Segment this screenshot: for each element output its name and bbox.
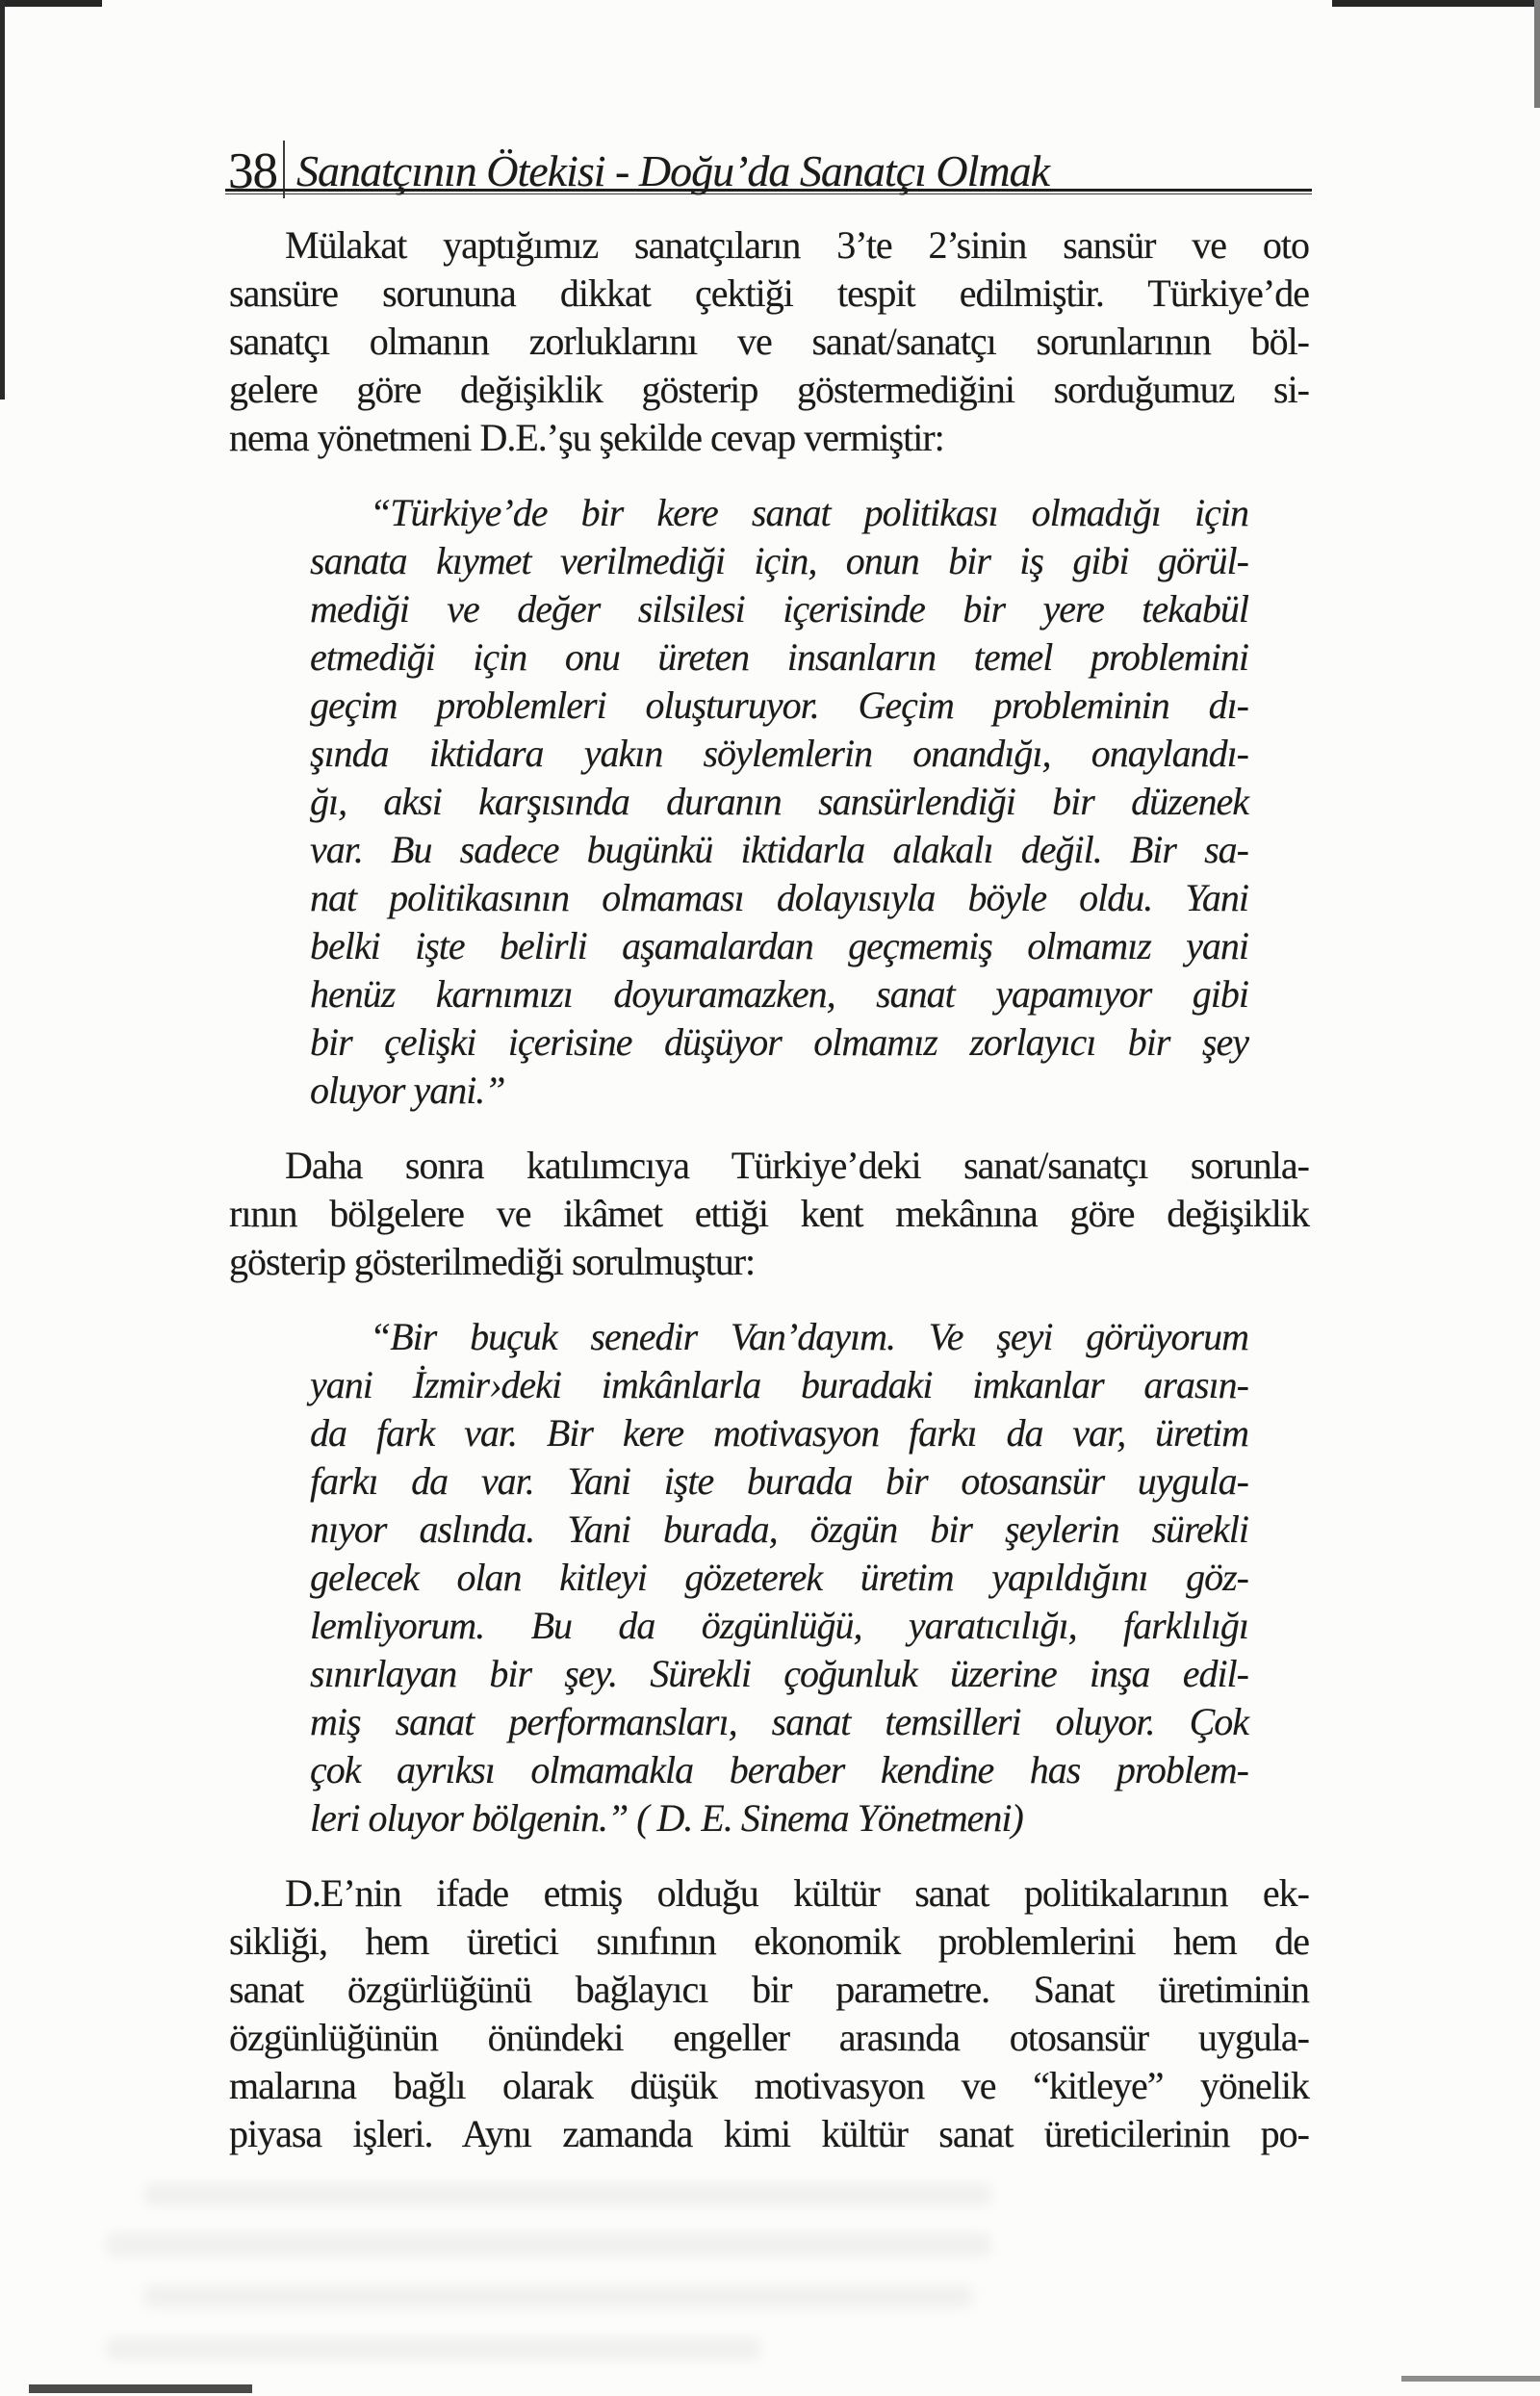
text-line: miş sanat performansları, sanat temsilleri oluyor. Çok [310,1700,1248,1743]
text-line: sikliği, hem üretici sınıfının ekonomik problemlerini hem de [229,1919,1309,1963]
text-line: bir çelişki içerisine düşüyor olmamız zorlayıcı bir şey [310,1020,1248,1064]
text-line: farkı da var. Yani işte burada bir otosansür uygula- [310,1459,1248,1503]
text-line: piyasa işleri. Aynı zamanda kimi kültür sanat üreticilerinin po- [229,2112,1309,2155]
scan-artifact-top-left-edge [0,0,102,7]
text-line: gelecek olan kitleyi gözeterek üretim yapıldığını göz- [310,1556,1248,1599]
text-line: belki işte belirli aşamalardan geçmemiş olmamız yani [310,924,1248,967]
paragraph [229,1142,1309,1286]
text-line: da fark var. Bir kere motivasyon farkı da var, üretim [310,1411,1248,1455]
text-line: “Bir buçuk senedir Van’dayım. Ve şeyi görüyorum [370,1315,1248,1358]
scan-artifact-left-edge [0,0,5,399]
text-line: özgünlüğünün önündeki engeller arasında otosansür uygula- [229,2016,1309,2059]
quote-block [310,1313,1248,1842]
text-line: sansüre sorununa dikkat çektiği tespit edilmiştir. Türkiye’de [229,271,1309,315]
scan-artifact-top-right-edge [1332,0,1540,7]
page-body [229,221,1309,2158]
text-line: var. Bu sadece bugünkü iktidarla alakalı değil. Bir sa- [310,828,1248,871]
text-line: D.E’nin ifade etmiş olduğu kültür sanat politikalarının ek- [285,1871,1309,1915]
paragraph [229,1869,1309,2158]
text-line: sanat özgürlüğünü bağlayıcı bir parametre. Sanat üretiminin [229,1968,1309,2011]
text-line: Mülakat yaptığımız sanatçıların 3’te 2’sinin sansür ve oto [285,223,1309,267]
text-line: oluyor yani.” [310,1069,505,1112]
text-line: gösterip gösterilmediği sorulmuştur: [229,1240,756,1283]
text-line: leri oluyor bölgenin.” ( D. E. Sinema Yönetmeni) [310,1796,1023,1840]
text-line: nıyor aslında. Yani burada, özgün bir şeylerin sürekli [310,1507,1248,1551]
text-line: nat politikasının olmaması dolayısıyla böyle oldu. Yani [310,876,1248,919]
text-line: “Türkiye’de bir kere sanat politikası olmadığı için [370,491,1248,534]
text-line: sanatçı olmanın zorluklarını ve sanat/sanatçı sorunlarının böl- [229,320,1309,363]
text-line: ğı, aksi karşısında duranın sansürlendiği bir düzenek [310,780,1248,823]
text-line: nema yönetmeni D.E.’şu şekilde cevap vermiştir: [229,416,944,459]
header-rule [225,189,1312,194]
quote-block [310,489,1248,1115]
text-line: Daha sonra katılımcıya Türkiye’deki sanat/sanatçı sorunla- [285,1144,1309,1187]
text-line: çok ayrıksı olmamakla beraber kendine has problem- [310,1748,1248,1791]
text-line: gelere göre değişiklik gösterip göstermediğini sorduğumuz si- [229,368,1309,411]
text-line: rının bölgelere ve ikâmet ettiği kent mekânına göre değişiklik [229,1192,1309,1235]
text-line: yani İzmir›deki imkânlarla buradaki imkanlar arasın- [310,1363,1248,1406]
page-title: Sanatçının Ötekisi - Doğu’da Sanatçı Olmak [296,146,1050,195]
text-line: lemliyorum. Bu da özgünlüğü, yaratıcılığı, farklılığı [310,1604,1248,1647]
scan-artifact-bottom-left-edge [29,2384,252,2393]
text-line: geçim problemleri oluşturuyor. Geçim probleminin dı- [310,683,1248,727]
page-number: 38 [228,143,277,199]
paragraph [229,221,1309,462]
bleed-through-ghost-line [106,2233,991,2256]
text-line: henüz karnımızı doyuramazken, sanat yapamıyor gibi [310,972,1248,1016]
text-line: malarına bağlı olarak düşük motivasyon ve “kitleye” yönelik [229,2064,1309,2107]
bleed-through-ghost-line [144,2183,991,2206]
bleed-through-ghost-line [144,2285,972,2308]
scan-artifact-bottom-right-edge [1401,2376,1540,2382]
text-line: etmediği için onu üreten insanların temel problemini [310,635,1248,679]
text-line: sanata kıymet verilmediği için, onun bir iş gibi görül- [310,539,1248,582]
bleed-through-ghost-line [106,2337,760,2360]
text-line: sınırlayan bir şey. Sürekli çoğunluk üzerine inşa edil- [310,1652,1248,1695]
text-line: mediği ve değer silsilesi içerisinde bir yere tekabül [310,587,1248,631]
text-line: şında iktidara yakın söylemlerin onandığı, onaylandı- [310,732,1248,775]
scan-artifact-right-edge [1534,0,1540,108]
